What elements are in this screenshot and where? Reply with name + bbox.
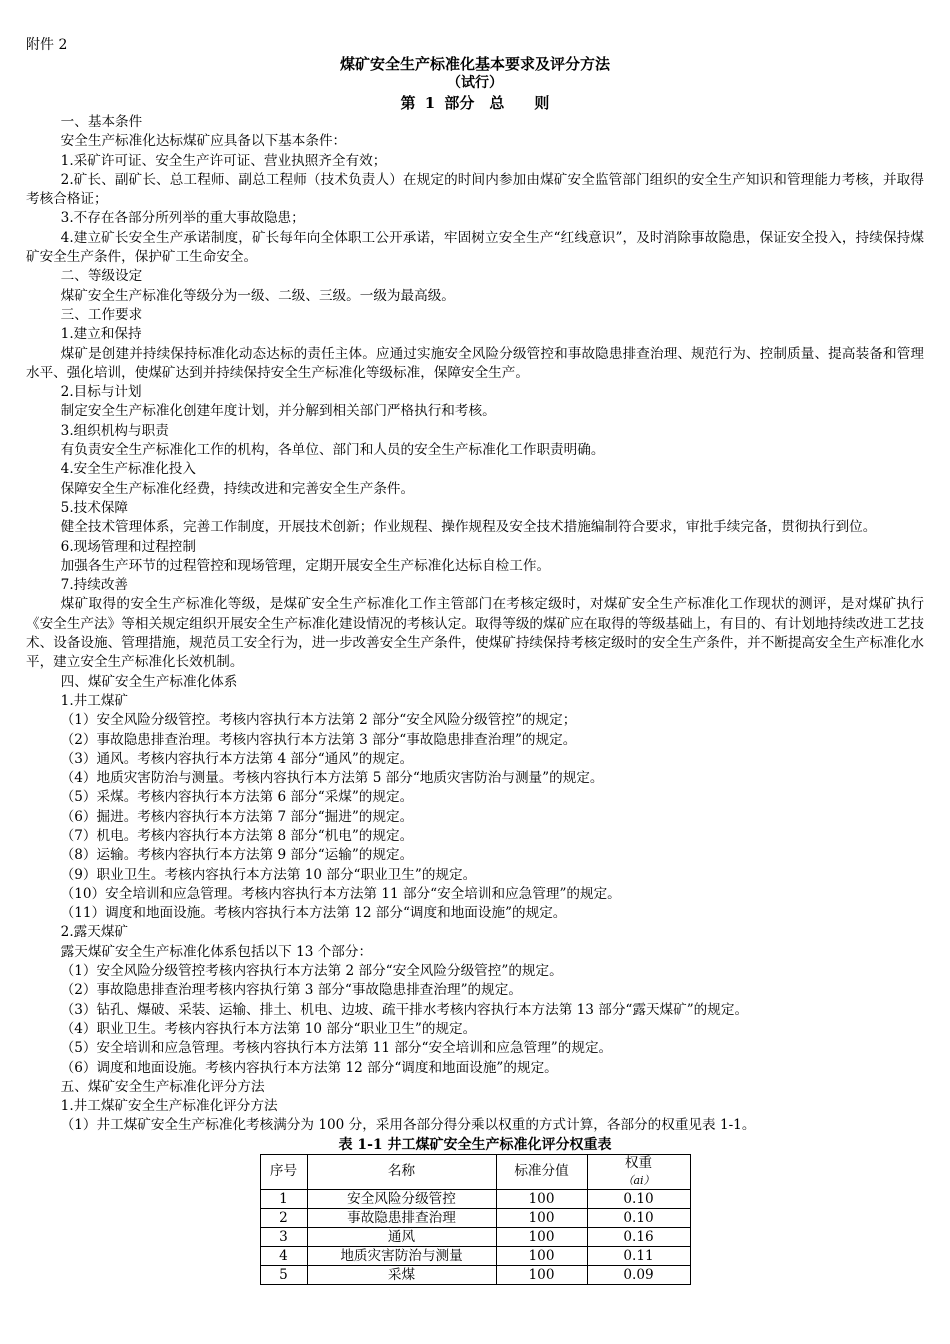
paragraph: （2）事故隐患排查治理考核内容执行第 3 部分“事故隐患排查治理”的规定。 [60,982,522,999]
cell-name: 通风 [307,1227,496,1246]
cell-weight: 0.11 [587,1246,690,1265]
table-row [260,1265,690,1284]
paragraph: 五、煤矿安全生产标准化评分方法 [60,1078,265,1095]
paragraph: 3.不存在各部分所列举的重大事故隐患； [60,210,305,227]
paragraph: 7.持续改善 [60,577,129,594]
cell-name: 事故隐患排查治理 [307,1208,496,1227]
paragraph: 一、基本条件 [60,114,143,130]
cell-index: 5 [260,1265,307,1284]
paragraph: 4.建立矿长安全生产承诺制度，矿长每年向全体职工公开承诺，牢固树立安全生产“红线意识”，及时消除事故隐患，保证安全投入，持续保持煤矿安全生产条件，保护矿工生命安全。 [26,229,924,266]
document-page [26,36,924,1285]
cell-name: 地质灾害防治与测量 [307,1246,496,1265]
table-row [260,1227,690,1246]
cell-index: 1 [260,1189,307,1208]
paragraph: 煤矿是创建并持续保持标准化动态达标的责任主体。应通过实施安全风险分级管控和事故隐患排查治理、规范行为、控制质量、提高装备和管理水平、强化培训，使煤矿达到并持续保持安全生产标准化等级标准，保障安全生产。 [26,345,924,381]
cell-score: 100 [496,1189,587,1208]
paragraph: 6.现场管理和过程控制 [60,538,196,555]
cell-score: 100 [496,1246,587,1265]
paragraph: 加强各生产环节的过程管控和现场管理，定期开展安全生产标准化达标自检工作。 [60,557,551,574]
paragraph: 有负责安全生产标准化工作的机构，各单位、部门和人员的安全生产标准化工作职责明确。 [60,442,605,459]
annex-label: 附件 2 [26,37,68,53]
paragraph: （5）安全培训和应急管理。考核内容执行本方法第 11 部分“安全培训和应急管理”的规定。 [60,1040,613,1057]
table-header-row [260,1154,690,1189]
paragraph: （5）采煤。考核内容执行本方法第 6 部分“采煤”的规定。 [60,789,414,806]
paragraph: 5.技术保障 [60,499,129,516]
table-caption: 表 1-1 井工煤矿安全生产标准化评分权重表 [338,1136,612,1153]
cell-score: 100 [496,1208,587,1227]
header-score: 标准分值 [496,1154,587,1189]
paragraph: 1.建立和保持 [60,326,142,343]
paragraph: （3）钻孔、爆破、采装、运输、排土、机电、边坡、疏干排水考核内容执行本方法第 13 部分“露天煤矿”的规定。 [60,1001,749,1018]
paragraph: 露天煤矿安全生产标准化体系包括以下 13 个部分： [60,943,373,960]
paragraph: （7）机电。考核内容执行本方法第 8 部分“机电”的规定。 [60,827,414,844]
cell-index: 3 [260,1227,307,1246]
paragraph: 煤矿取得的安全生产标准化等级，是煤矿安全生产标准化工作主管部门在考核定级时，对煤矿安全生产标准化工作现状的测评，是对煤矿执行《安全生产法》等相关规定组织开展安全生产标准化建设情况的考核认定。取得等级的煤矿应在取得的等级基础上，有目的、有计划地持续改进工艺技术、设备设施、管理措施，规范员工安全行为，进一步改善安全生产条件，使煤矿持续保持考核定级时的安全生产条件，并不断提高安全生产标准化水平，建立安全生产标准化长效机制。 [26,596,924,671]
paragraph: 4.安全生产标准化投入 [60,461,196,478]
header-weight-label: 权重 [624,1154,653,1171]
paragraph: （1）安全风险分级管控。考核内容执行本方法第 2 部分“安全风险分级管控”的规定； [60,712,577,729]
paragraph: 煤矿安全生产标准化等级分为一级、二级、三级。一级为最高级。 [60,287,455,304]
paragraph: 二、等级设定 [60,268,143,285]
paragraph: 三、工作要求 [60,306,143,323]
cell-weight: 0.09 [587,1265,690,1284]
document-title: 煤矿安全生产标准化基本要求及评分方法 [339,55,610,73]
table-row [260,1246,690,1265]
header-weight [587,1154,690,1189]
paragraph: 四、煤矿安全生产标准化体系 [60,673,238,690]
paragraph: （11）调度和地面设施。考核内容执行本方法第 12 部分“调度和地面设施”的规定。 [60,905,567,922]
paragraph: 1.井工煤矿 [60,692,129,709]
cell-index: 4 [260,1246,307,1265]
weight-table [260,1154,691,1285]
part-heading: 第 1 部分 总 则 [400,94,550,112]
paragraph: （6）调度和地面设施。考核内容执行本方法第 12 部分“调度和地面设施”的规定。 [60,1059,558,1076]
paragraph: （8）运输。考核内容执行本方法第 9 部分“运输”的规定。 [60,847,414,864]
cell-weight: 0.10 [587,1189,690,1208]
paragraph: （1）井工煤矿安全生产标准化考核满分为 100 分，采用各部分得分乘以权重的方式计算，各部分的权重见表 1-1。 [60,1117,756,1134]
paragraph: （9）职业卫生。考核内容执行本方法第 10 部分“职业卫生”的规定。 [60,866,477,883]
body-text [26,113,924,1136]
paragraph: 安全生产标准化达标煤矿应具备以下基本条件： [60,133,347,150]
cell-weight: 0.10 [587,1208,690,1227]
cell-name: 安全风险分级管控 [307,1189,496,1208]
header-index: 序号 [260,1154,307,1189]
cell-name: 采煤 [307,1265,496,1284]
paragraph: （6）掘进。考核内容执行本方法第 7 部分“掘进”的规定。 [60,808,414,825]
paragraph: 1.井工煤矿安全生产标准化评分方法 [60,1098,278,1115]
cell-index: 2 [260,1208,307,1227]
paragraph: 2.露天煤矿 [60,924,129,941]
table-body [260,1189,690,1284]
paragraph: 2.目标与计划 [60,384,142,401]
paragraph: 制定安全生产标准化创建年度计划，并分解到相关部门严格执行和考核。 [60,403,496,420]
header-weight-symbol: （ai） [622,1173,655,1187]
paragraph: （10）安全培训和应急管理。考核内容执行本方法第 11 部分“安全培训和应急管理”的规定。 [60,885,621,902]
paragraph: （1）安全风险分级管控考核内容执行本方法第 2 部分“安全风险分级管控”的规定。 [60,963,563,980]
header-name: 名称 [307,1154,496,1189]
document-subtitle: （试行） [447,75,503,91]
paragraph: 2.矿长、副矿长、总工程师、副总工程师（技术负责人）在规定的时间内参加由煤矿安全监管部门组织的安全生产知识和管理能力考核，并取得考核合格证； [26,171,924,208]
paragraph: 保障安全生产标准化经费，持续改进和完善安全生产条件。 [60,480,415,497]
paragraph: 1.采矿许可证、安全生产许可证、营业执照齐全有效； [60,152,387,169]
paragraph: 3.组织机构与职责 [60,422,169,439]
cell-weight: 0.16 [587,1227,690,1246]
paragraph: 健全技术管理体系，完善工作制度，开展技术创新；作业规程、操作规程及安全技术措施编制符合要求，审批手续完备，贯彻执行到位。 [60,519,877,536]
cell-score: 100 [496,1265,587,1284]
paragraph: （3）通风。考核内容执行本方法第 4 部分“通风”的规定。 [60,750,414,767]
cell-score: 100 [496,1227,587,1246]
table-row [260,1189,690,1208]
table-row [260,1208,690,1227]
paragraph: （4）职业卫生。考核内容执行本方法第 10 部分“职业卫生”的规定。 [60,1020,477,1037]
paragraph: （4）地质灾害防治与测量。考核内容执行本方法第 5 部分“地质灾害防治与测量”的规定。 [60,770,604,787]
paragraph: （2）事故隐患排查治理。考核内容执行本方法第 3 部分“事故隐患排查治理”的规定。 [60,731,577,748]
